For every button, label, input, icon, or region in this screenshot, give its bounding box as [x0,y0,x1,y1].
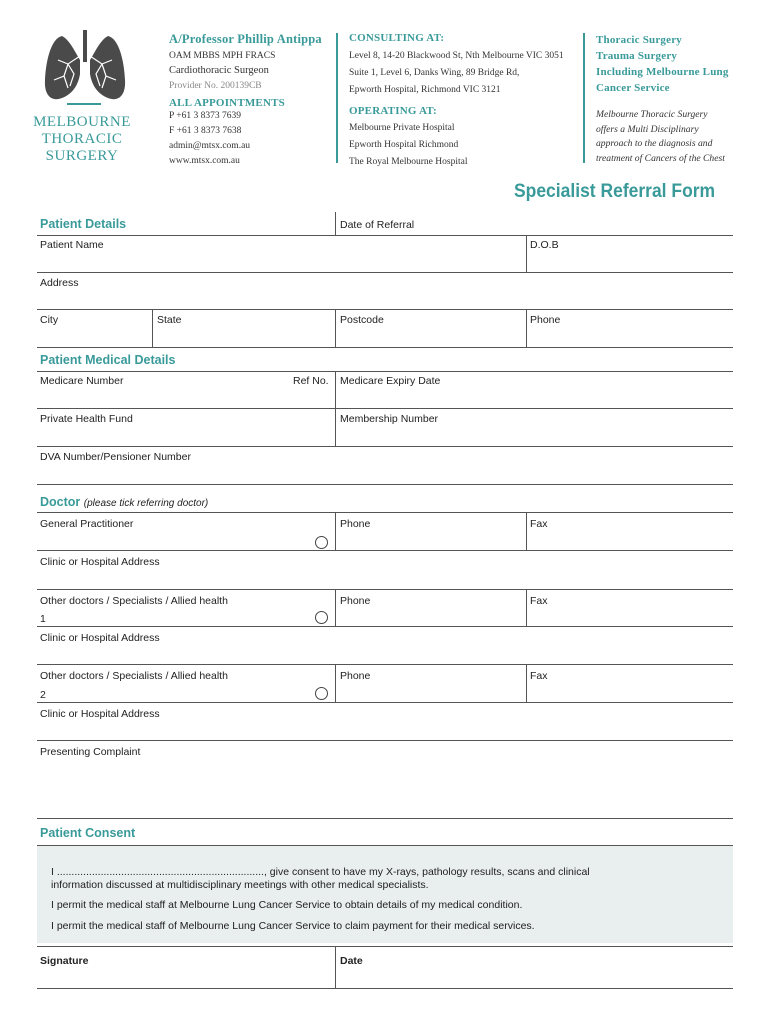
provider-number: Provider No. 200139CB [169,80,262,91]
blurb-line-2: offers a Multi Disciplinary [596,123,699,135]
blurb-line-3: approach to the diagnosis and [596,138,713,149]
other-doctor-1-clinic-field[interactable]: Clinic or Hospital Address [40,632,160,644]
divider [526,589,527,627]
medical-details-title: Patient Medical Details [40,353,176,367]
rule [37,702,335,703]
other-doctor-2-number: 2 [40,689,46,701]
patient-details-title: Patient Details [40,217,127,231]
dob-field[interactable]: D.O.B [530,239,559,251]
rule [37,946,733,947]
appointments-phone: P +61 3 8373 7639 [169,111,242,122]
rule [37,664,733,665]
appointments-title: ALL APPOINTMENTS [169,97,285,110]
divider [335,512,336,550]
divider [335,589,336,627]
consulting-line-1: Level 8, 14-20 Blackwood St, Nth Melbourne VIC 3051 [349,51,564,61]
address-field[interactable]: Address [40,277,79,289]
appointments-email[interactable]: admin@mtsx.com.au [169,140,251,151]
gp-fax-field[interactable]: Fax [530,518,548,530]
consulting-line-2: Suite 1, Level 6, Danks Wing, 89 Bridge Rd, [349,68,520,78]
date-field[interactable]: Date [340,955,363,967]
rule [37,309,733,310]
dva-number-field[interactable]: DVA Number/Pensioner Number [40,451,191,463]
divider [335,408,336,446]
blurb-line-4: treatment of Cancers of the Chest [596,152,725,164]
other-doctor-1-fax-field[interactable]: Fax [530,595,548,607]
blurb-line-1: Melbourne Thoracic Surgery [596,109,708,120]
other-doctor-2-radio[interactable] [315,687,328,700]
service-4: Cancer Service [596,82,670,94]
rule [37,740,733,741]
consulting-block [349,32,564,171]
logo-line-2: THORACIC [41,131,123,147]
doctor-name: A/Professor Phillip Antippa [169,32,322,46]
consulting-title: CONSULTING AT: [349,32,445,44]
divider [335,946,336,988]
city-field[interactable]: City [40,314,59,326]
doctor-title [40,495,208,509]
divider [526,664,527,702]
other-doctor-2-fax-field[interactable]: Fax [530,670,548,682]
logo-line-1: MELBOURNE [33,114,131,130]
services-block [596,32,729,166]
header-divider-1 [336,33,338,163]
form-title: Specialist Referral Form [514,181,716,202]
operating-line-2: Epworth Hospital Richmond [349,140,459,150]
membership-number-field[interactable]: Membership Number [340,413,439,425]
medicare-number-field[interactable]: Medicare Number [40,375,124,387]
other-doctor-2-field[interactable]: Other doctors / Specialists / Allied health [40,670,228,682]
gp-radio[interactable] [315,536,328,549]
appointments-web[interactable]: www.mtsx.com.au [169,155,240,166]
doctor-title-note: (please tick referring doctor) [83,498,209,509]
rule [37,408,733,409]
operating-line-1: Melbourne Private Hospital [349,123,455,133]
operating-title: OPERATING AT: [349,105,437,117]
rule [335,702,733,703]
operating-line-3: The Royal Melbourne Hospital [349,157,468,167]
rule [335,626,733,627]
divider [526,512,527,550]
consent-statement-1 [51,866,711,892]
other-doctor-1-phone-field[interactable]: Phone [340,595,371,607]
rule [37,988,733,989]
consulting-line-3: Epworth Hospital, Richmond VIC 3121 [349,85,501,95]
lungs-icon [40,30,130,110]
rule [37,371,733,372]
other-doctor-1-number: 1 [40,613,46,625]
state-field[interactable]: State [157,314,182,326]
logo-line-3: SURGERY [45,148,119,164]
rule [37,512,733,513]
divider [526,235,527,273]
doctor-block [169,32,322,169]
service-3: Including Melbourne Lung [596,66,729,78]
gp-field[interactable]: General Practitioner [40,518,134,530]
ref-no-field[interactable]: Ref No. [293,375,329,387]
divider [335,664,336,702]
service-1: Thoracic Surgery [596,34,682,46]
doctor-qualifications: OAM MBBS MPH FRACS [169,51,276,61]
signature-field[interactable]: Signature [40,955,89,967]
rule [37,818,733,819]
medicare-expiry-field[interactable]: Medicare Expiry Date [340,375,441,387]
consent-statement-3: I permit the medical staff of Melbourne Lung Cancer Service to claim payment for their medical services. [51,920,535,932]
consent-title: Patient Consent [40,826,136,840]
rule [37,446,733,447]
patient-name-field[interactable]: Patient Name [40,239,104,251]
rule [37,272,733,273]
rule [37,589,733,590]
header-divider-2 [583,33,585,163]
other-doctor-1-radio[interactable] [315,611,328,624]
patient-phone-field[interactable]: Phone [530,314,561,326]
blurb [596,108,729,166]
consent-statement-2: I permit the medical staff at Melbourne Lung Cancer Service to obtain details of my medical condition. [51,899,523,911]
other-doctor-2-clinic-field[interactable]: Clinic or Hospital Address [40,708,160,720]
rule [37,550,733,551]
rule [37,484,733,485]
gp-clinic-address-field[interactable]: Clinic or Hospital Address [40,556,160,568]
divider [335,371,336,409]
gp-phone-field[interactable]: Phone [340,518,371,530]
divider [152,309,153,347]
private-health-fund-field[interactable]: Private Health Fund [40,413,133,425]
consent-line-1a: I ......................................................................., give consent to have my X-rays, pathology results, scans and clinical [51,866,590,878]
divider [526,309,527,347]
appointments-fax: F +61 3 8373 7638 [169,126,242,137]
postcode-field[interactable]: Postcode [340,314,384,326]
presenting-complaint-field[interactable]: Presenting Complaint [40,746,141,758]
service-2: Trauma Surgery [596,50,678,62]
consent-line-1b: information discussed at multidisciplinary meetings with other medical specialists. [51,879,429,891]
rule [37,235,733,236]
divider [335,309,336,347]
rule [37,347,733,348]
doctor-role: Cardiothoracic Surgeon [169,64,269,76]
divider [335,212,336,236]
doctor-title-text: Doctor [40,495,81,509]
rule [37,626,335,627]
other-doctor-2-phone-field[interactable]: Phone [340,670,371,682]
date-of-referral-field[interactable]: Date of Referral [340,219,415,231]
other-doctor-1-field[interactable]: Other doctors / Specialists / Allied health [40,595,228,607]
